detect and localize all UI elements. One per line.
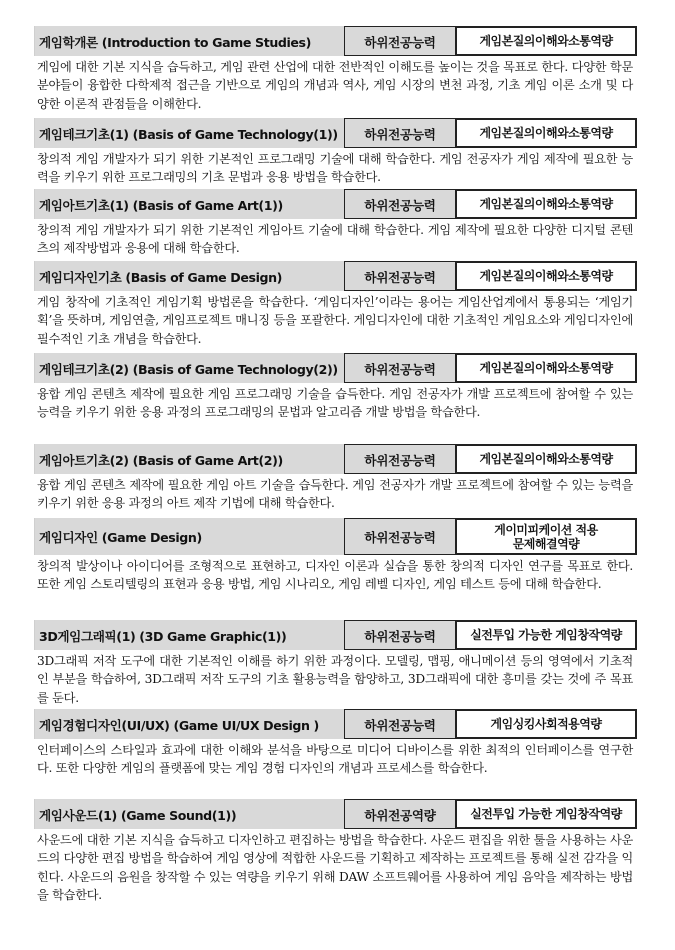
course-description: 게임에 대한 기본 지식을 습득하고, 게임 관련 산업에 대한 전반적인 이해도를 높이는 것을 목표로 한다. 다양한 학문 분야들이 융합한 다학제적 접근을 기반으로 게임의 개념과 역사, 게임 시장의 변천 과정, 기초 게임 이론 소개 및 다양한 이론적 관점들을 이해한다. <box>37 60 633 111</box>
course-title: 게임경험디자인(UI/UX) (Game UI/UX Design ) <box>34 709 344 739</box>
course-header <box>34 26 637 56</box>
course-description: 융합 게임 콘텐츠 제작에 필요한 게임 프로그래밍 기술을 습득한다. 게임 전공자가 개발 프로젝트에 참여할 수 있는 능력을 키우기 위한 응용 과정의 프로그래밍의 문법과 알고리즘 개발 방법을 학습한다. <box>37 387 633 420</box>
course-block <box>34 261 637 348</box>
course-description: 창의적 게임 개발자가 되기 위한 기본적인 게임아트 기술에 대해 학습한다. 게임 제작에 필요한 다양한 디지털 콘텐츠의 제작방법과 응용에 대해 학습한다. <box>37 223 633 256</box>
course-block <box>34 353 637 422</box>
course-description: 창의적 발상이나 아이디어를 조형적으로 표현하고, 디자인 이론과 실습을 통한 창의적 디자인 연구를 목표로 한다. 또한 게임 스토리텔링의 표현과 응용 방법, 게임 시나리오, 게임 레벨 디자인, 게임 테스트 등에 대해 학습한다. <box>37 559 633 592</box>
course-block <box>34 799 637 905</box>
course-title: 게임아트기초(2) (Basis of Game Art(2)) <box>34 444 344 474</box>
course-category: 하위전공역량 <box>344 799 455 829</box>
course-description: 게임 창작에 기초적인 게임기획 방법론을 학습한다. ‘게임디자인’이라는 용어는 게임산업계에서 통용되는 ‘게임기획’을 뜻하며, 게임연출, 게임프로젝트 매니징 등을 포괄한다. 게임디자인에 대한 기초적인 게임요소와 게임디자인에 필수적인 기초 개념을 학습한다. <box>37 295 633 346</box>
course-header <box>34 261 637 291</box>
course-competency: 실전투입 가능한 게임창작역량 <box>455 799 637 829</box>
course-description: 3D그래픽 저작 도구에 대한 기본적인 이해를 하기 위한 과정이다. 모델링, 맵핑, 애니메이션 등의 영역에서 기초적인 부분을 학습하여, 3D그래픽 저작 도구의 기초 활용능력을 함양하고, 3D그래픽에 대한 흥미를 갖는 것에 주 목표를 둔다. <box>37 654 633 705</box>
course-competency: 게임본질의이해와소통역량 <box>455 353 637 383</box>
course-competency: 게이미피케이션 적용 문제해결역량 <box>455 518 637 555</box>
course-header <box>34 799 637 829</box>
course-title: 게임디자인 (Game Design) <box>34 518 344 555</box>
course-header <box>34 518 637 555</box>
course-block <box>34 118 637 187</box>
course-category: 하위전공능력 <box>344 709 455 739</box>
course-category: 하위전공능력 <box>344 518 455 555</box>
course-category: 하위전공능력 <box>344 353 455 383</box>
course-header <box>34 444 637 474</box>
course-competency: 게임본질의이해와소통역량 <box>455 261 637 291</box>
course-header <box>34 620 637 650</box>
course-block <box>34 709 637 778</box>
course-category: 하위전공능력 <box>344 444 455 474</box>
course-description: 융합 게임 콘텐츠 제작에 필요한 게임 아트 기술을 습득한다. 게임 전공자가 개발 프로젝트에 참여할 수 있는 능력을 키우기 위한 응용 과정의 아트 제작 기법에 대해 학습한다. <box>37 478 633 511</box>
course-header <box>34 709 637 739</box>
course-description: 창의적 게임 개발자가 되기 위한 기본적인 프로그래밍 기술에 대해 학습한다. 게임 전공자가 게임 제작에 필요한 능력을 키우기 위한 프로그래밍의 기초 문법과 응용 방법을 학습한다. <box>37 152 633 185</box>
course-category: 하위전공능력 <box>344 261 455 291</box>
course-block <box>34 620 637 707</box>
course-block <box>34 518 637 594</box>
course-category: 하위전공능력 <box>344 620 455 650</box>
course-title: 게임아트기초(1) (Basis of Game Art(1)) <box>34 189 344 219</box>
course-header <box>34 189 637 219</box>
course-title: 3D게임그래픽(1) (3D Game Graphic(1)) <box>34 620 344 650</box>
course-title: 게임사운드(1) (Game Sound(1)) <box>34 799 344 829</box>
course-competency: 게임싱킹사회적용역량 <box>455 709 637 739</box>
course-category: 하위전공능력 <box>344 118 455 148</box>
course-block <box>34 189 637 258</box>
course-competency: 게임본질의이해와소통역량 <box>455 26 637 56</box>
course-header <box>34 118 637 148</box>
course-title: 게임테크기초(1) (Basis of Game Technology(1)) <box>34 118 344 148</box>
course-competency: 게임본질의이해와소통역량 <box>455 189 637 219</box>
course-title: 게임디자인기초 (Basis of Game Design) <box>34 261 344 291</box>
course-block <box>34 26 637 113</box>
course-header <box>34 353 637 383</box>
course-title: 게임테크기초(2) (Basis of Game Technology(2)) <box>34 353 344 383</box>
course-category: 하위전공능력 <box>344 26 455 56</box>
course-description: 사운드에 대한 기본 지식을 습득하고 디자인하고 편집하는 방법을 학습한다. 사운드 편집을 위한 툴을 사용하는 사운드의 다양한 편집 방법을 학습하여 게임 영상에 적합한 사운드를 기획하고 제작하는 프로젝트를 통해 실전 감각을 익힌다. 사운드의 음원을 창작할 수 있는 역량을 키우기 위해 DAW 소프트웨어를 사용하여 게임 음악을 제작하는 방법을 학습한다. <box>37 833 633 903</box>
course-description: 인터페이스의 스타일과 효과에 대한 이해와 분석을 바탕으로 미디어 디바이스를 위한 최적의 인터페이스를 연구한다. 또한 다양한 게임의 플랫폼에 맞는 게임 경험 디자인의 개념과 프로세스를 학습한다. <box>37 743 633 776</box>
course-competency: 실전투입 가능한 게임창작역량 <box>455 620 637 650</box>
course-category: 하위전공능력 <box>344 189 455 219</box>
course-title: 게임학개론 (Introduction to Game Studies) <box>34 26 344 56</box>
course-block <box>34 444 637 513</box>
course-competency: 게임본질의이해와소통역량 <box>455 118 637 148</box>
course-competency: 게임본질의이해와소통역량 <box>455 444 637 474</box>
